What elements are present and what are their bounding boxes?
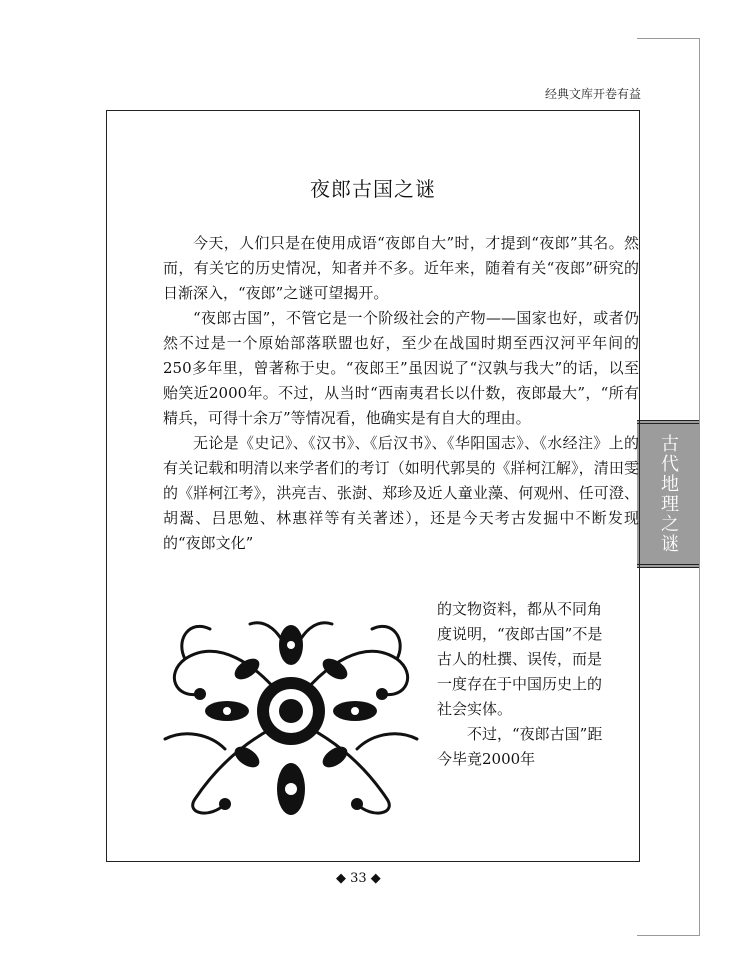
page-number: ◆ 33 ◆ [336,871,381,886]
chapter-side-tab [637,420,699,568]
running-head: 经典文库开卷有益 [544,87,641,101]
paragraph: 无论是《史记》、《汉书》、《后汉书》、《华阳国志》、《水经注》上的有关记载和明清以来学者们的考订（如明代郭昊的《牂柯江解》，清田雯的《牂柯江考》，洪亮吉、张澍、郑珍及近人童业藻、何观州、任可澄、胡翯、吕思勉、林惠祥等有关著述），还是今天考古发掘中不断发现的“夜郎文化” [163,434,639,552]
wrapped-text [437,597,607,772]
chapter-side-tab-label: 古代地理之谜 [658,434,679,554]
paragraph: “夜郎古国”，不管它是一个阶级社会的产物——国家也好，或者仍然不过是一个原始部落联盟也好，至少在战国时期至西汉河平年间的250多年里，曾著称于史。“夜郎王”虽因说了“汉孰与我大”的话，以至贻笑近2000年。不过，从当时“西南夷君长以什数，夜郎最大”，“所有精兵，可得十余万”等情况看，他确实是有自大的理由。 [163,309,639,427]
paragraph: 的文物资料，都从不同角度说明，“夜郎古国”不是古人的杜撰、误传，而是一度存在于中国历史上的社会实体。 [437,600,603,718]
floral-ornament-icon [155,599,427,823]
article-title: 夜郎古国之谜 [310,177,436,201]
content-frame [106,110,640,862]
article-body [163,231,639,556]
paragraph: 今天，人们只是在使用成语“夜郎自大”时，才提到“夜郎”其名。然而，有关它的历史情况，知者并不多。近年来，随着有关“夜郎”研究的日渐深入，“夜郎”之谜可望揭开。 [163,234,639,302]
paragraph: 不过，“夜郎古国”距今毕竟2000年 [437,725,603,768]
